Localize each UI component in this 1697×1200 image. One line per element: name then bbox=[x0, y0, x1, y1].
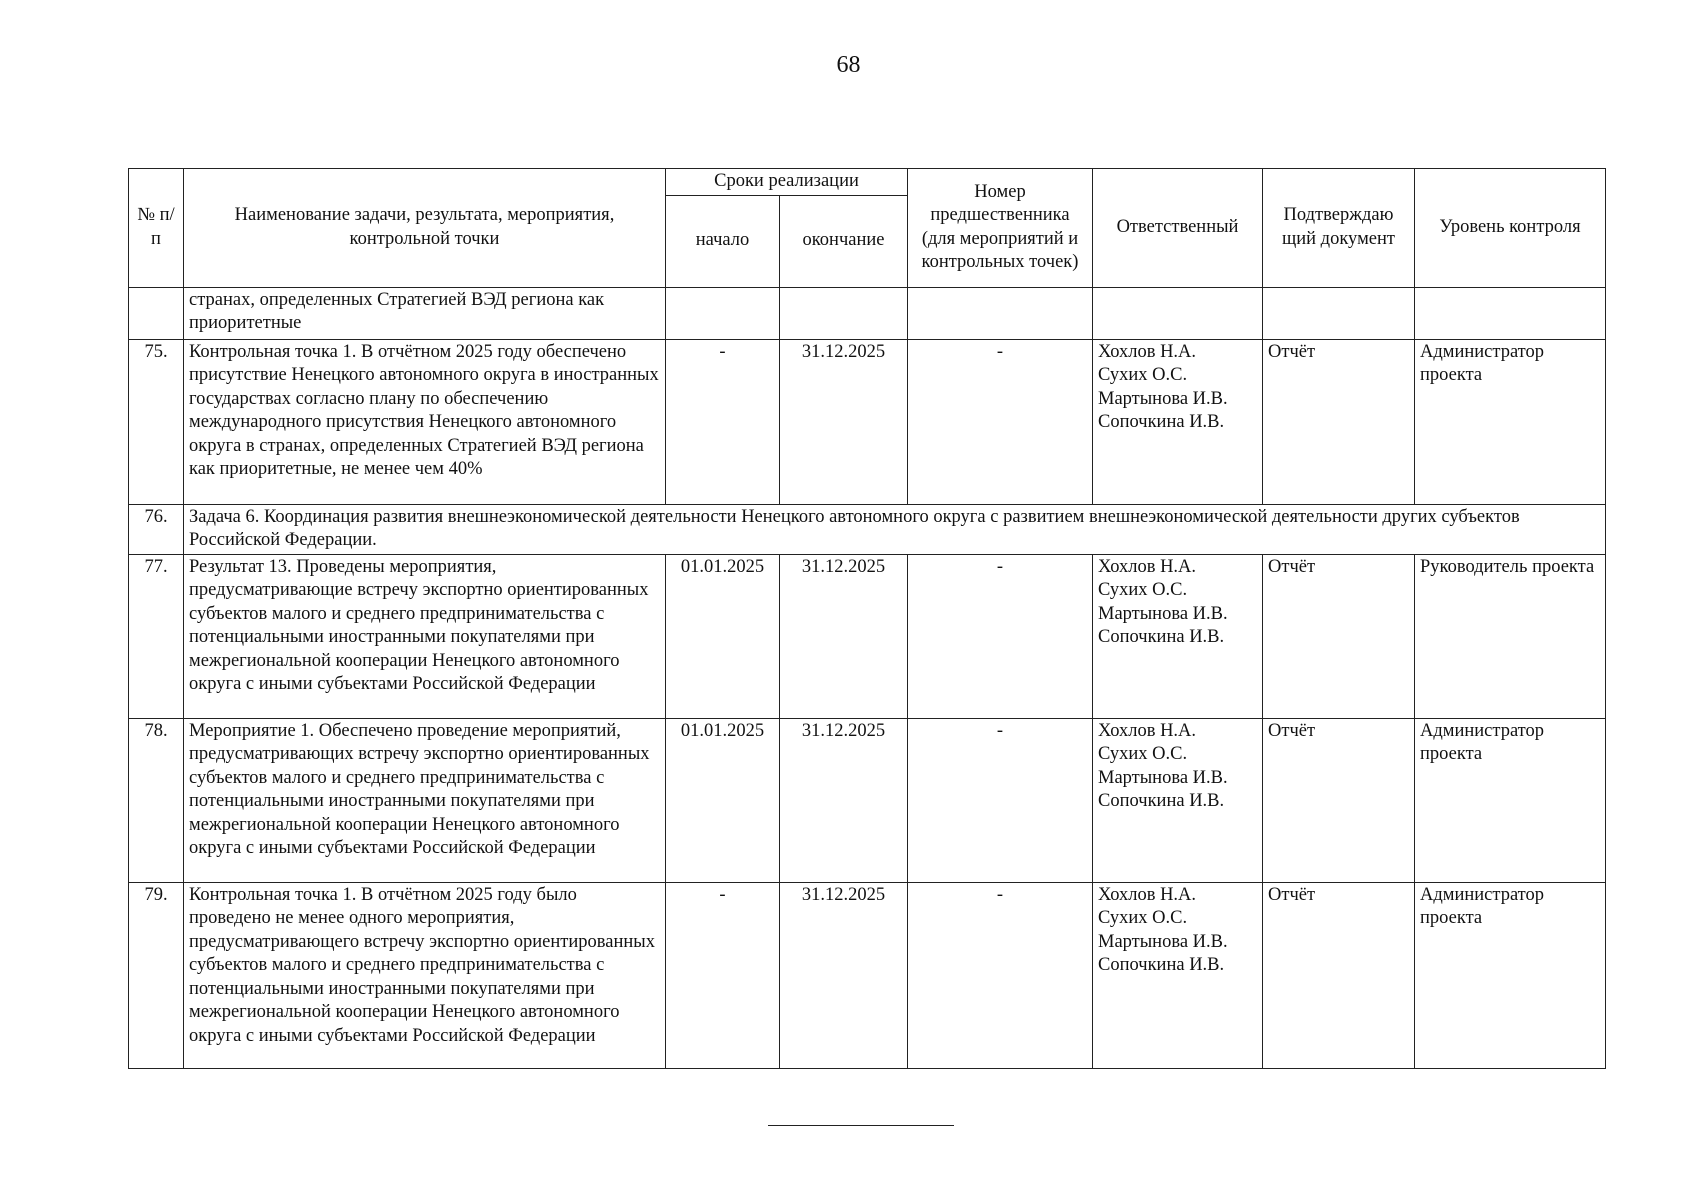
responsible-person: Мартынова И.В. bbox=[1098, 603, 1228, 624]
page-number: 68 bbox=[836, 52, 861, 78]
cell-predecessor: - bbox=[908, 882, 1093, 1068]
cell-start: - bbox=[666, 882, 780, 1068]
table-row-78 bbox=[129, 718, 1606, 882]
responsible-person: Сопочкина И.В. bbox=[1098, 791, 1225, 811]
cell-document: Отчёт bbox=[1263, 554, 1415, 718]
responsible-person: Хохлов Н.А. bbox=[1098, 341, 1197, 362]
responsible-person: Хохлов Н.А. bbox=[1098, 720, 1197, 741]
cell-name: Контрольная точка 1. В отчётном 2025 году обеспечено присутствие Ненецкого автономного округа в иностранных государствах согласно плану по обеспечению международного присутствия Ненецкого автономного округа в странах, определенных Стратегией ВЭД региона как приоритетные, не менее чем 40% bbox=[184, 339, 666, 504]
responsible-person: Мартынова И.В. bbox=[1098, 931, 1228, 952]
cell-num: 77. bbox=[129, 554, 184, 718]
header-start: начало bbox=[666, 195, 780, 287]
cell-responsible bbox=[1093, 718, 1263, 882]
cell-name: странах, определенных Стратегией ВЭД региона как приоритетные bbox=[184, 287, 666, 339]
cell-task-name: Задача 6. Координация развития внешнеэкономической деятельности Ненецкого автономного округа с развитием внешнеэкономической деятельности других субъектов Российской Федерации. bbox=[184, 504, 1606, 554]
responsible-person: Сопочкина И.В. bbox=[1098, 412, 1225, 432]
cell-document: Отчёт bbox=[1263, 339, 1415, 504]
table-row-75 bbox=[129, 339, 1606, 504]
cell-name: Результат 13. Проведены мероприятия, предусматривающие встречу экспортно ориентированных субъектов малого и среднего предпринимательства с потенциальными иностранными покупателями при межрегиональной кооперации Ненецкого автономного округа с иными субъектами Российской Федерации bbox=[184, 554, 666, 718]
cell-name: Мероприятие 1. Обеспечено проведение мероприятий, предусматривающих встречу экспортно ориентированных субъектов малого и среднего предпринимательства с потенциальными иностранными покупателями при межрегиональной кооперации Ненецкого автономного округа с иными субъектами Российской Федерации bbox=[184, 718, 666, 882]
cell-control: Администратор проекта bbox=[1415, 718, 1606, 882]
responsible-person: Хохлов Н.А. bbox=[1098, 556, 1197, 577]
header-responsible: Ответственный bbox=[1093, 169, 1263, 288]
cell-responsible bbox=[1093, 339, 1263, 504]
cell-num: 76. bbox=[129, 504, 184, 554]
responsible-person: Мартынова И.В. bbox=[1098, 388, 1228, 409]
cell-num bbox=[129, 287, 184, 339]
table-header bbox=[129, 169, 1606, 288]
cell-start: 01.01.2025 bbox=[666, 718, 780, 882]
cell-start: 01.01.2025 bbox=[666, 554, 780, 718]
end-separator-line bbox=[768, 1125, 954, 1126]
cell-num: 75. bbox=[129, 339, 184, 504]
header-document: Подтверждаю щий документ bbox=[1263, 169, 1415, 288]
plan-table bbox=[128, 168, 1606, 1069]
cell-control: Администратор проекта bbox=[1415, 339, 1606, 504]
cell-control: Администратор проекта bbox=[1415, 882, 1606, 1068]
cell-control: Руководитель проекта bbox=[1415, 554, 1606, 718]
cell-num: 79. bbox=[129, 882, 184, 1068]
header-end: окончание bbox=[780, 195, 908, 287]
table-row-79 bbox=[129, 882, 1606, 1068]
responsible-person: Сопочкина И.В. bbox=[1098, 955, 1225, 975]
table-row-76 bbox=[129, 504, 1606, 554]
responsible-person: Сухих О.С. bbox=[1098, 908, 1188, 928]
header-predecessor: Номер предшественника (для мероприятий и контрольных точек) bbox=[908, 169, 1093, 288]
table-row-77 bbox=[129, 554, 1606, 718]
cell-predecessor: - bbox=[908, 339, 1093, 504]
header-num: № п/п bbox=[129, 169, 184, 288]
header-terms: Сроки реализации bbox=[666, 169, 908, 196]
cell-num: 78. bbox=[129, 718, 184, 882]
cell-responsible bbox=[1093, 554, 1263, 718]
responsible-person: Хохлов Н.А. bbox=[1098, 884, 1197, 905]
cell-end: 31.12.2025 bbox=[780, 882, 908, 1068]
header-name: Наименование задачи, результата, мероприятия, контрольной точки bbox=[184, 169, 666, 288]
cell-predecessor: - bbox=[908, 554, 1093, 718]
cell-document: Отчёт bbox=[1263, 882, 1415, 1068]
cell-responsible bbox=[1093, 882, 1263, 1068]
responsible-person: Сопочкина И.В. bbox=[1098, 627, 1225, 647]
cell-document: Отчёт bbox=[1263, 718, 1415, 882]
cell-end: 31.12.2025 bbox=[780, 554, 908, 718]
cell-start: - bbox=[666, 339, 780, 504]
table-row-continuation bbox=[129, 287, 1606, 339]
cell-name: Контрольная точка 1. В отчётном 2025 году было проведено не менее одного мероприятия, предусматривающего встречу экспортно ориентированных субъектов малого и среднего предпринимательства с потенциальными иностранными покупателями при межрегиональной кооперации Ненецкого автономного округа с иными субъектами Российской Федерации bbox=[184, 882, 666, 1068]
responsible-person: Сухих О.С. bbox=[1098, 580, 1188, 600]
cell-end: 31.12.2025 bbox=[780, 339, 908, 504]
cell-predecessor: - bbox=[908, 718, 1093, 882]
header-control: Уровень контроля bbox=[1415, 169, 1606, 288]
responsible-person: Сухих О.С. bbox=[1098, 744, 1188, 764]
cell-end: 31.12.2025 bbox=[780, 718, 908, 882]
responsible-person: Мартынова И.В. bbox=[1098, 767, 1228, 788]
responsible-person: Сухих О.С. bbox=[1098, 365, 1188, 385]
